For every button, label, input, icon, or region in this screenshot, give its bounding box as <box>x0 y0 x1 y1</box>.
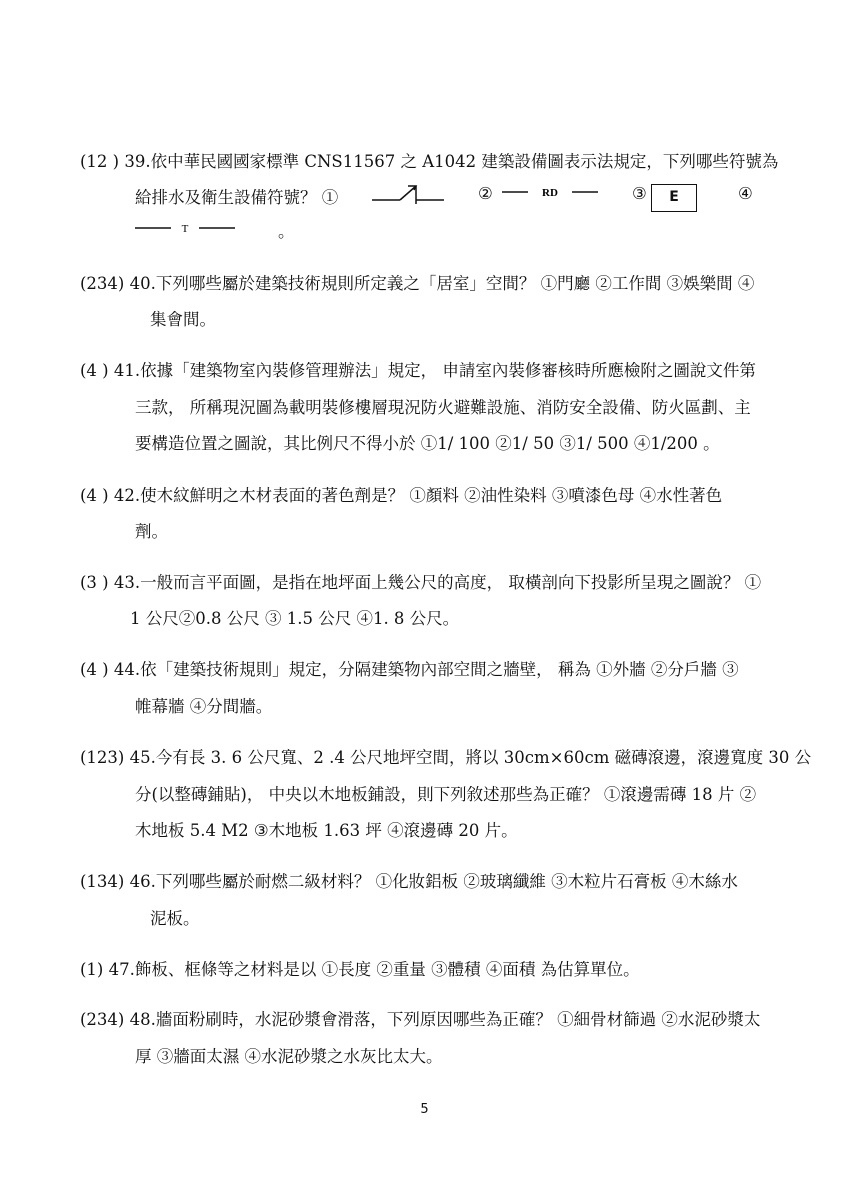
q39-line2: 給排水及衛生設備符號？ ① <box>135 188 339 207</box>
q44-line1: (4 ) 44.依「建築技術規則」規定，分隔建築物內部空間之牆壁， 稱為 ①外牆 ②分戶牆 ③ <box>80 660 739 679</box>
q39-option3-marker: ③ <box>632 184 647 203</box>
q45-line1: (123) 45.今有長 3. 6 公尺寬、2 .4 公尺地坪空間，將以 30cm×60cm 磁磚滾邊，滾邊寬度 30 公 <box>80 748 812 767</box>
q46-line1: (134) 46.下列哪些屬於耐燃二級材料？ ①化妝鋁板 ②玻璃纖維 ③木粒片石膏板 ④木絲水 <box>80 872 738 891</box>
q40-line1: (234) 40.下列哪些屬於建築技術規則所定義之「居室」空間？ ①門廳 ②工作間 ③娛樂間 ④ <box>80 274 755 293</box>
page-number: 5 <box>420 1102 429 1117</box>
q45-line2: 分(以整磚鋪貼)， 中央以木地板鋪設，則下列敘述那些為正確？ ①滾邊需磚 18 片 ② <box>135 785 757 804</box>
q40-line2: 集會間。 <box>150 310 216 329</box>
q41-line2: 三款， 所稱現況圖為載明裝修樓層現況防火避難設施、消防安全設備、防火區劃、主 <box>135 398 751 417</box>
t-pipe-symbol <box>135 218 235 238</box>
q45-line3: 木地板 5.4 M2 ③木地板 1.63 坪 ④滾邊磚 20 片。 <box>135 821 518 840</box>
q44-line2: 帷幕牆 ④分間牆。 <box>135 697 273 716</box>
q46-line2: 泥板。 <box>150 909 200 928</box>
check-valve-symbol <box>370 180 446 210</box>
q43-line2: 1 公尺②0.8 公尺 ③ 1.5 公尺 ④1. 8 公尺。 <box>130 609 460 628</box>
q41-line1: (4 ) 41.依據「建築物室內裝修管理辦法」規定， 申請室內裝修審核時所應檢附之圖說文件第 <box>80 361 756 380</box>
q39-line1: (12 ) 39.依中華民國國家標準 CNS11567 之 A1042 建築設備圖表示法規定，下列哪些符號為 <box>80 152 779 171</box>
q41-line3: 要構造位置之圖說，其比例尺不得小於 ①1/ 100 ②1/ 50 ③1/ 500 ④1/200 。 <box>135 434 720 453</box>
q42-line2: 劑。 <box>135 522 168 541</box>
q47-line1: (1) 47.飾板、框條等之材料是以 ①長度 ②重量 ③體積 ④面積 為估算單位。 <box>80 960 640 979</box>
t-label: T <box>181 223 189 235</box>
e-box-symbol: E <box>651 184 697 212</box>
q39-end: 。 <box>278 222 295 241</box>
q39-option2-marker: ② <box>478 184 493 203</box>
q48-line1: (234) 48.牆面粉刷時，水泥砂漿會滑落，下列原因哪些為正確？ ①細骨材篩過 ②水泥砂漿太 <box>80 1010 761 1029</box>
rd-pipe-symbol <box>502 182 598 202</box>
q48-line2: 厚 ③牆面太濕 ④水泥砂漿之水灰比太大。 <box>135 1047 443 1066</box>
q42-line1: (4 ) 42.使木紋鮮明之木材表面的著色劑是？ ①顏料 ②油性染料 ③噴漆色母 ④水性著色 <box>80 486 723 505</box>
q43-line1: (3 ) 43.一般而言平面圖，是指在地坪面上幾公尺的高度， 取橫剖向下投影所呈現之圖說？ ① <box>80 573 762 592</box>
q39-option4-marker: ④ <box>738 184 753 203</box>
rd-label: RD <box>542 187 558 199</box>
